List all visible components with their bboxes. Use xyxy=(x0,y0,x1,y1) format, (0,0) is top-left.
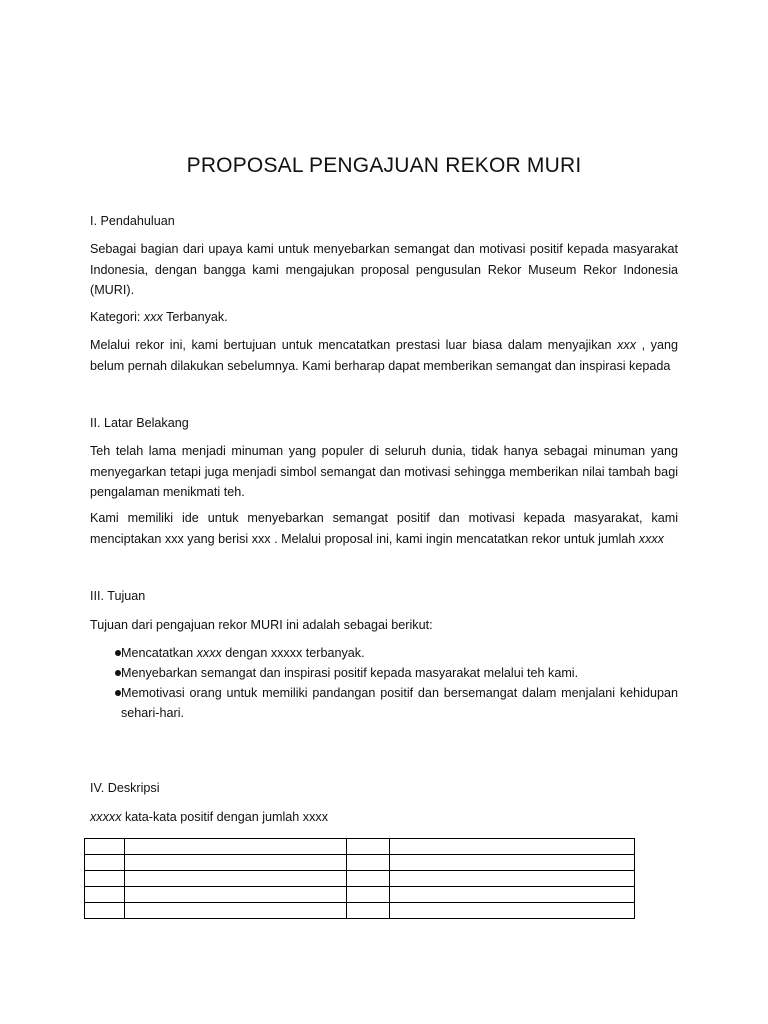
list-item xyxy=(90,683,678,723)
latar-belakang-paragraph-1: Teh telah lama menjadi minuman yang populer di seluruh dunia, tidak hanya sebagai minuman yang menyegarkan tetapi juga menjadi simbol semangat dan motivasi sehingga memberikan nilai tambah bagi pengalaman menikmati teh. xyxy=(90,444,678,499)
kategori-suffix: Terbanyak. xyxy=(162,310,228,324)
table-cell xyxy=(390,887,635,903)
bullet-text xyxy=(121,643,678,663)
table-cell xyxy=(346,855,390,871)
table-row xyxy=(85,839,635,855)
table-row xyxy=(85,855,635,871)
tujuan-intro: Tujuan dari pengajuan rekor MURI ini adalah sebagai berikut: xyxy=(90,618,433,632)
table-cell xyxy=(124,855,346,871)
latar-belakang-paragraph-2 xyxy=(90,508,678,549)
bullet-text-before: Menyebarkan semangat dan inspirasi positif kepada masyarakat melalui teh kami. xyxy=(121,666,579,680)
section-heading-deskripsi: IV. Deskripsi xyxy=(90,781,160,795)
pendahuluan-paragraph-1: Sebagai bagian dari upaya kami untuk menyebarkan semangat dan motivasi positif kepada masyarakat Indonesia, dengan bangga kami mengajukan proposal pengusulan Rekor Museum Rekor Indonesia (MURI). xyxy=(90,242,678,297)
bullet-icon xyxy=(115,650,121,656)
bullet-text xyxy=(121,683,678,723)
table-cell xyxy=(346,903,390,919)
bullet-icon xyxy=(115,670,121,676)
p3-text-2: , yang belum pernah dilakukan sebelumnya. Kami berharap dapat memberikan semangat dan inspirasi kepada xyxy=(90,338,678,373)
bullet-text-after: dengan xxxxx terbanyak. xyxy=(221,646,365,660)
table-cell xyxy=(124,871,346,887)
lb-p2-italic: xxxx xyxy=(638,531,664,546)
list-item xyxy=(90,643,678,663)
list-item xyxy=(90,663,678,683)
table-cell xyxy=(85,887,125,903)
table-row xyxy=(85,871,635,887)
deskripsi-line xyxy=(90,807,678,828)
table-cell xyxy=(346,839,390,855)
table-cell xyxy=(390,903,635,919)
tujuan-bullet-list xyxy=(90,643,678,723)
table-cell xyxy=(124,839,346,855)
kategori-label: Kategori: xyxy=(90,310,144,324)
deskripsi-table xyxy=(84,838,635,919)
table-cell xyxy=(346,871,390,887)
section-heading-pendahuluan: I. Pendahuluan xyxy=(90,214,175,228)
table-cell xyxy=(124,887,346,903)
table-cell xyxy=(85,871,125,887)
lb-p2-text: Kami memiliki ide untuk menyebarkan semangat positif dan motivasi kepada masyarakat, kami menciptakan xxx yang berisi xxx . Melalui proposal ini, kami ingin mencatatkan rekor untuk jumlah xyxy=(90,511,678,546)
section-heading-latar-belakang: II. Latar Belakang xyxy=(90,416,189,430)
table-row xyxy=(85,903,635,919)
p3-text-1: Melalui rekor ini, kami bertujuan untuk mencatatkan prestasi luar biasa dalam menyajikan xyxy=(90,338,618,352)
table-cell xyxy=(124,903,346,919)
bullet-text-before: Mencatatkan xyxy=(121,646,197,660)
p3-italic: xxx xyxy=(617,338,636,352)
deskripsi-italic: xxxxx xyxy=(90,810,122,824)
bullet-text-italic: xxxx xyxy=(196,646,222,660)
kategori-value: xxx xyxy=(143,310,163,324)
document-title: PROPOSAL PENGAJUAN REKOR MURI xyxy=(186,154,582,177)
table-cell xyxy=(390,855,635,871)
table-cell xyxy=(390,839,635,855)
bullet-icon xyxy=(115,690,121,696)
table-cell xyxy=(390,871,635,887)
table-row xyxy=(85,887,635,903)
table-cell xyxy=(85,855,125,871)
kategori-line xyxy=(90,307,678,328)
bullet-text xyxy=(121,663,678,683)
bullet-text-before: Memotivasi orang untuk memiliki pandangan positif dan bersemangat dalam menjalani kehidupan sehari-hari. xyxy=(121,686,678,720)
section-heading-tujuan: III. Tujuan xyxy=(90,589,146,603)
table-cell xyxy=(85,903,125,919)
table-cell xyxy=(85,839,125,855)
deskripsi-text: kata-kata positif dengan jumlah xxxx xyxy=(121,810,328,824)
table-cell xyxy=(346,887,390,903)
pendahuluan-paragraph-3 xyxy=(90,335,678,376)
